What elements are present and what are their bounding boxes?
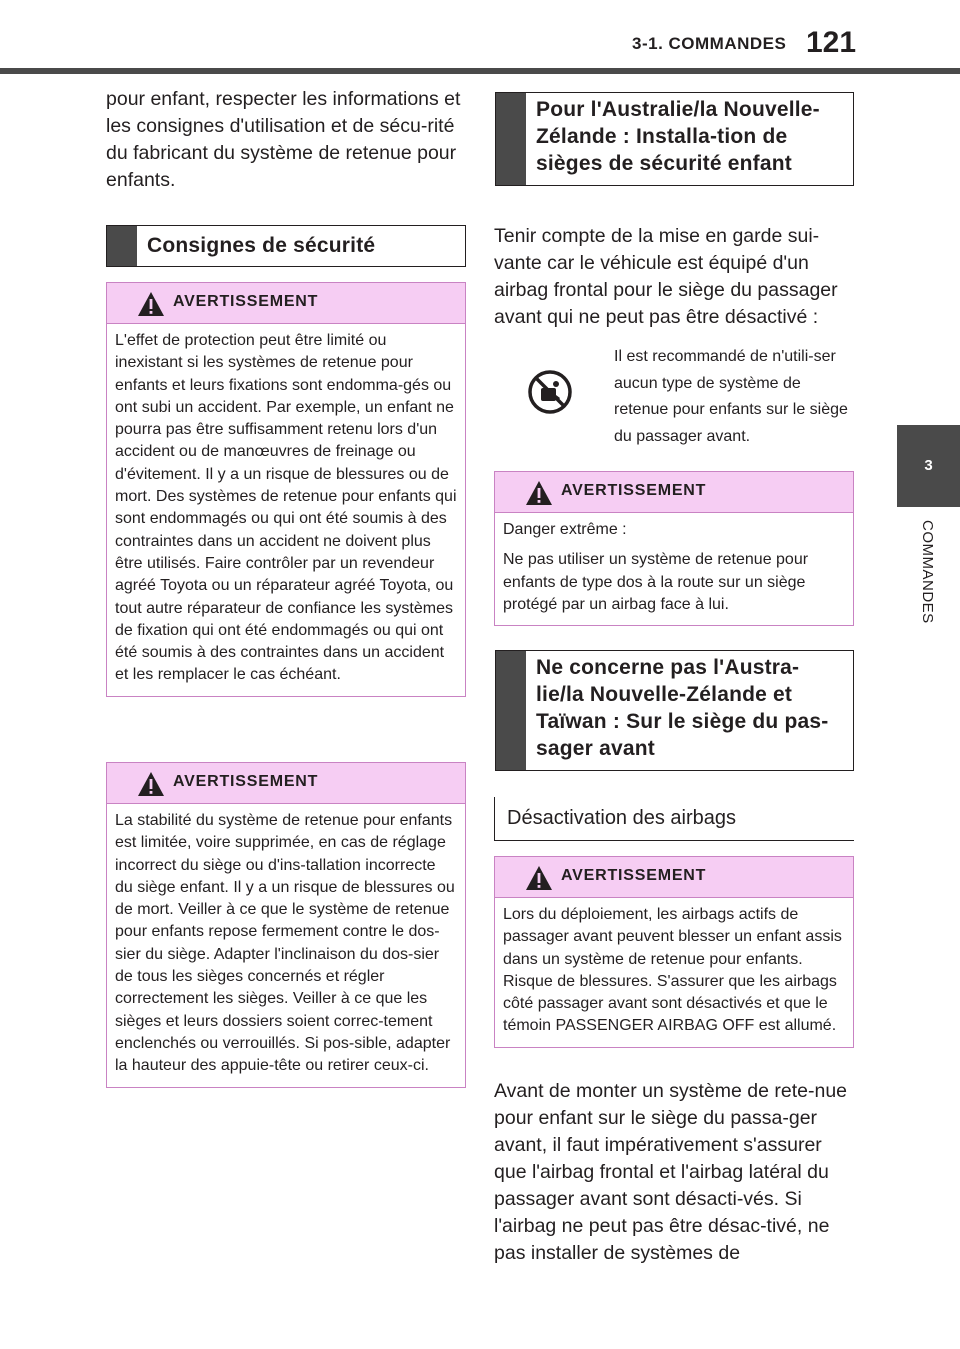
warning-box-1: [106, 282, 466, 697]
section-title-consignes: Consignes de sécurité: [147, 234, 376, 257]
sub-heading-desactivation: Désactivation des airbags: [494, 797, 854, 841]
section-box-consignes: [106, 225, 466, 267]
warning-box-2: [106, 762, 466, 1088]
page-number: 121: [806, 26, 857, 59]
icon-recommendation: [494, 344, 856, 446]
warning-text: La stabilité du système de retenue pour enfants est limitée, voire supprimée, en cas de réglage incorrect du siège ou d'ins-tallation incorrecte du siège enfant. Il y a un risque de blessures ou de mort. Veiller à ce que le système de retenue pour enfants repose fermement contre le dos-sier du siège. Adapter l'inclinaison du dos-sier de tous les sièges concernés et régler correctement les sièges. Veiller à ce que les sièges et leurs dossiers soient correc-tement enclenchés ou verrouillés. Si pos-sible, adapter la hauteur des appuie-tête ou retirer ceux-ci.: [115, 812, 455, 1075]
warning-header: [107, 763, 465, 804]
warning-text: Lors du déploiement, les airbags actifs de passager avant peuvent blesser un enfant assis dans un système de retenue pour enfants. Risque de blessures. S'assurer que les airbags côté passager avant sont désactivés et que le témoin PASSENGER AIRBAG OFF est allumé.: [503, 906, 842, 1035]
no-child-seat-icon: [528, 370, 572, 414]
section-title: 3-1. COMMANDES: [632, 34, 787, 53]
icon-description: Il est recommandé de n'utili-ser aucun type de système de retenue pour enfants sur le siège du passager avant.: [614, 348, 848, 445]
warning-header: [107, 283, 465, 324]
warning-label: AVERTISSEMENT: [173, 293, 319, 310]
airbag-intro-paragraph: Tenir compte de la mise en garde sui-vante car le véhicule est équipé d'un airbag frontal pour le siège du passager avant qui ne peut pas être désactivé :: [494, 225, 838, 328]
warning-triangle-icon: [525, 865, 553, 891]
warning-triangle-icon: [525, 480, 553, 506]
section-box-australie: [495, 92, 854, 186]
section-bar: [107, 226, 137, 266]
warning-label: AVERTISSEMENT: [173, 773, 319, 790]
warning-text: L'effet de protection peut être limité ou inexistant si les systèmes de retenue pour enfants et leurs fixations sont endomma-gés ou ont subi un accident. Par exemple, un enfant ne pourra pas être suffisamment retenu lors d'un accident ou de manœuvres de freinage ou d'évitement. Il y a un risque de blessures ou de mort. Des systèmes de retenue pour enfants qui sont endommagés ou qui ont été soumis à des contraintes dans un accident ne doivent plus être utilisés. Faire contrôler par un revendeur agréé Toyota ou un réparateur agréé Toyota, ou tout autre réparateur de confiance les systèmes de fixation qui ont été endommagés ou qui ont été soumis à des contraintes dans un accident et les remplacer le cas échéant.: [115, 332, 457, 684]
section-bar: [496, 93, 526, 185]
chapter-tab: 3: [897, 425, 960, 507]
closing-paragraph: Avant de monter un système de rete-nue pour enfant sur le siège du passa-ger avant, il faut impérativement s'assurer que l'airbag frontal et l'airbag latéral du passager avant sont désacti-vés. Si l'airbag ne peut pas être désac-tivé, ne pas installer de systèmes de: [494, 1080, 848, 1264]
warning-header: [495, 472, 853, 513]
section-box-passager: [495, 650, 854, 771]
warning-label: AVERTISSEMENT: [561, 482, 707, 499]
section-title-australie: Pour l'Australie/la Nouvelle-Zélande : Installa-tion de sièges de sécurité enfant: [536, 98, 820, 175]
warning-triangle-icon: [137, 291, 165, 317]
warning-text: Danger extrême :: [503, 521, 627, 538]
warning-text: Ne pas utiliser un système de retenue pour enfants de type dos à la route sur un siège protégé par un airbag face à lui.: [503, 551, 809, 613]
warning-box-3: [494, 471, 854, 626]
section-bar: [496, 651, 526, 770]
section-title-passager: Ne concerne pas l'Austra-lie/la Nouvelle-Zélande et Taïwan : Sur le siège du pas-sager avant: [536, 656, 829, 760]
warning-triangle-icon: [137, 771, 165, 797]
intro-paragraph: pour enfant, respecter les informations et les consignes d'utilisation et de sécu-rité du fabricant du système de retenue pour enfants.: [106, 88, 461, 191]
warning-body: [495, 513, 853, 625]
chapter-label: COMMANDES: [919, 520, 936, 624]
warning-header: [495, 857, 853, 898]
warning-box-4: [494, 856, 854, 1048]
header-rule: [0, 68, 960, 74]
warning-label: AVERTISSEMENT: [561, 867, 707, 884]
